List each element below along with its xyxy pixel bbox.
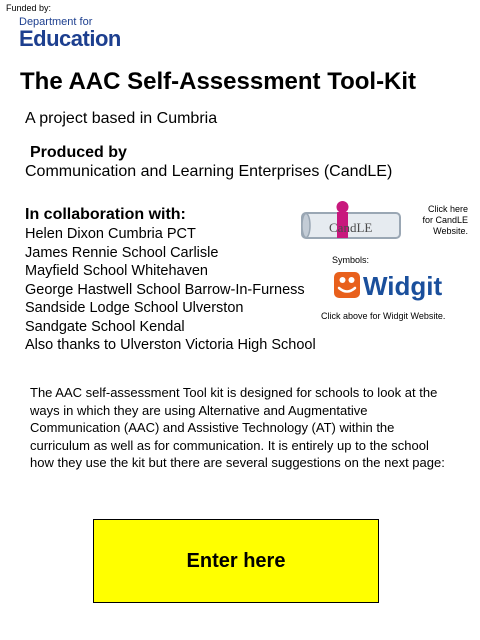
widgit-icon-dot: [340, 277, 346, 283]
collaborator-item: Mayfield School Whitehaven: [25, 263, 208, 279]
page-title: The AAC Self-Assessment Tool-Kit: [20, 68, 417, 95]
collaborator-list: [25, 225, 316, 355]
candle-logo-text: CandLE: [329, 220, 373, 235]
candle-note-line: Click here: [427, 204, 468, 214]
widgit-icon-dot: [349, 277, 355, 283]
department-for-education-logo: [19, 16, 121, 50]
candle-note-line: Website.: [433, 226, 468, 236]
collaborator-item: Sandgate School Kendal: [25, 318, 185, 335]
dfe-logo-line1: Department for: [19, 16, 93, 28]
candle-logo-link[interactable]: [300, 200, 412, 244]
widgit-logo-link[interactable]: [332, 267, 452, 301]
widgit-icon-box: [334, 272, 360, 298]
enter-here-button[interactable]: Enter here: [93, 519, 379, 603]
producer-organisation: Communication and Learning Enterprises (CandLE): [25, 163, 393, 180]
collaborator-item: Sandside Lodge School Ulverston: [25, 300, 244, 316]
produced-by-heading: Produced by: [30, 144, 127, 161]
collaboration-heading: In collaboration with:: [25, 206, 186, 223]
candle-website-note[interactable]: [408, 204, 468, 237]
candle-logo-tube-end: [302, 214, 310, 238]
candle-logo-dot: [337, 201, 349, 213]
page-subtitle: A project based in Cumbria: [25, 110, 218, 127]
widgit-website-note: Click above for Widgit Website.: [321, 311, 446, 321]
symbols-label: Symbols:: [332, 255, 370, 265]
candle-note-line: for CandLE: [422, 215, 468, 225]
widgit-logo-text: Widgit: [363, 271, 443, 301]
collaborator-item: James Rennie School Carlisle: [25, 244, 219, 261]
collaborator-item: Also thanks to Ulverston Victoria High School: [25, 337, 316, 353]
toolkit-description: The AAC self-assessment Tool kit is designed for schools to look at the ways in which they are using Alternative and Augmentative Communication (AAC) and Assistive Technology (AT) within the curriculum as well as for communication. It is entirely up to the school how they use the kit but there are several suggestions on the next page:: [30, 385, 445, 470]
collaborator-item: Helen Dixon Cumbria PCT: [25, 226, 196, 242]
collaborator-item: George Hastwell School Barrow-In-Furness: [25, 281, 305, 298]
funded-by-label: Funded by:: [6, 3, 52, 13]
dfe-logo-line2: Education: [19, 26, 121, 51]
